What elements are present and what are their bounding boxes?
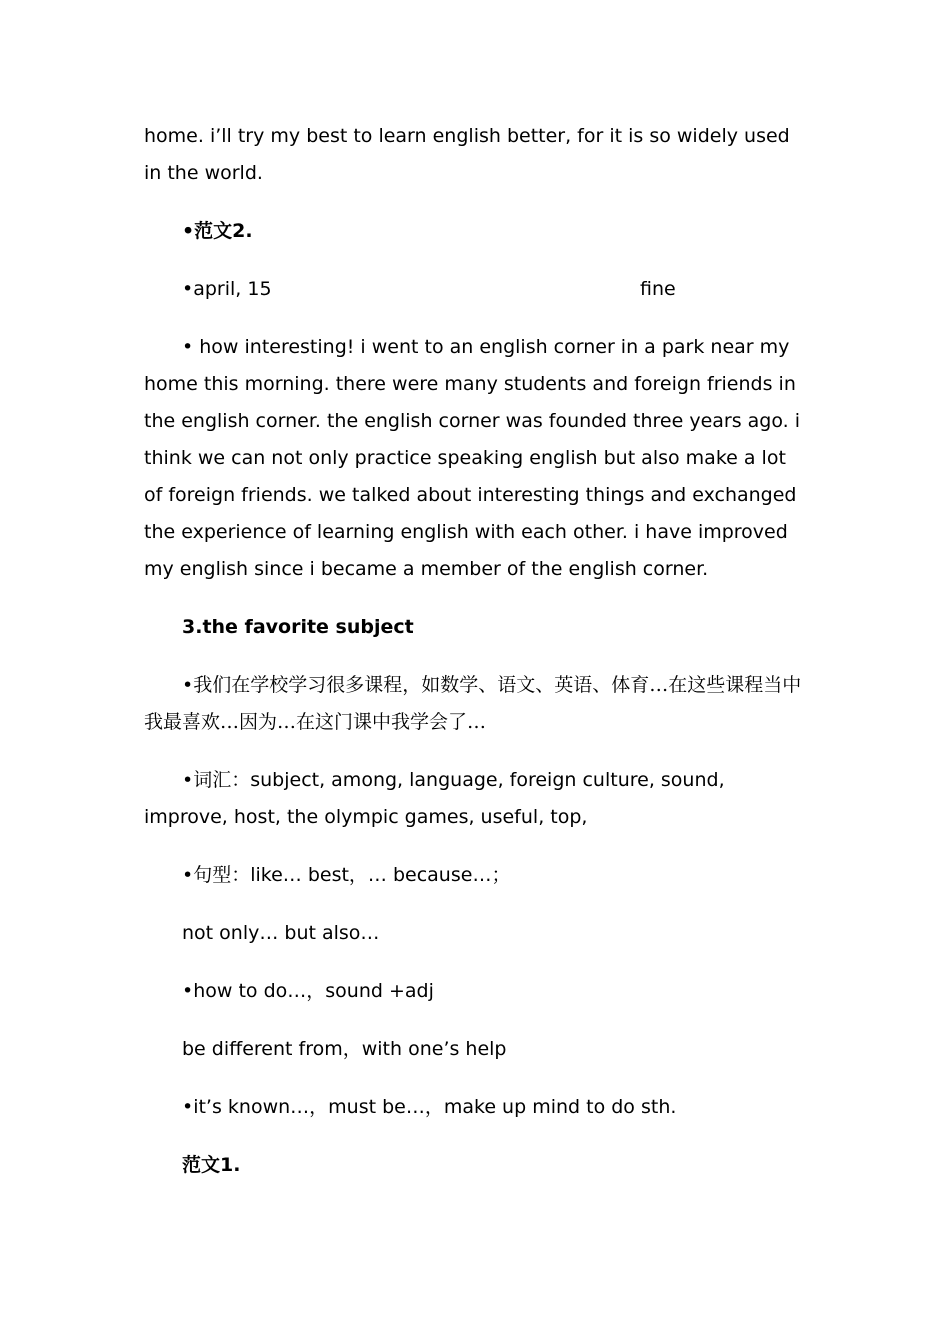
sample-heading-1 bbox=[144, 1147, 809, 1184]
sentence-pattern-2: not only… but also… bbox=[182, 922, 380, 944]
sentence-pattern-5: •it’s known…，must be…，make up mind to do sth. bbox=[182, 1096, 677, 1118]
vocabulary-text: subject, among, language, foreign culture, sound, improve, host, the olympic games, useful, top, bbox=[144, 769, 725, 828]
vocabulary-line bbox=[144, 762, 809, 836]
sample-heading-1-number: 1. bbox=[220, 1154, 241, 1176]
paragraph-prompt-chinese: •我们在学校学习很多课程，如数学、语文、英语、体育…在这些课程当中我最喜欢…因为…在这门课中我学会了… bbox=[144, 674, 802, 733]
diary-weather: fine bbox=[640, 278, 676, 300]
sentence-pattern-text: like… best，… because…； bbox=[250, 864, 511, 886]
paragraph-closing: home. i’ll try my best to learn english better, for it is so widely used in the world. bbox=[144, 125, 790, 184]
sample-heading-2-prefix: •范文 bbox=[182, 220, 233, 242]
sentence-pattern-line bbox=[144, 857, 809, 894]
vocabulary-label: •词汇： bbox=[182, 769, 251, 791]
sentence-pattern-3: •how to do…，sound +adj bbox=[182, 980, 434, 1002]
section-heading-favorite-subject: 3.the favorite subject bbox=[182, 616, 414, 638]
sample-heading-1-prefix: 范文 bbox=[182, 1154, 221, 1176]
sentence-pattern-label: •句型： bbox=[182, 864, 251, 886]
document-body bbox=[144, 118, 809, 1184]
paragraph-english-corner: • how interesting! i went to an english corner in a park near my home this morning. there were many students and foreign friends in the english corner. the english corner was founded three years ago. i think we can not only practice speaking english but also make a lot of foreign friends. we talked about interesting things and exchanged the experience of learning english with each other. i have improved my english since i became a member of the english corner. bbox=[144, 336, 801, 580]
sentence-pattern-4: be different from，with one’s help bbox=[182, 1038, 507, 1060]
sample-heading-2 bbox=[144, 213, 809, 250]
diary-date-line bbox=[144, 271, 809, 308]
sample-heading-2-number: 2. bbox=[232, 220, 253, 242]
diary-date: •april, 15 bbox=[182, 278, 272, 300]
